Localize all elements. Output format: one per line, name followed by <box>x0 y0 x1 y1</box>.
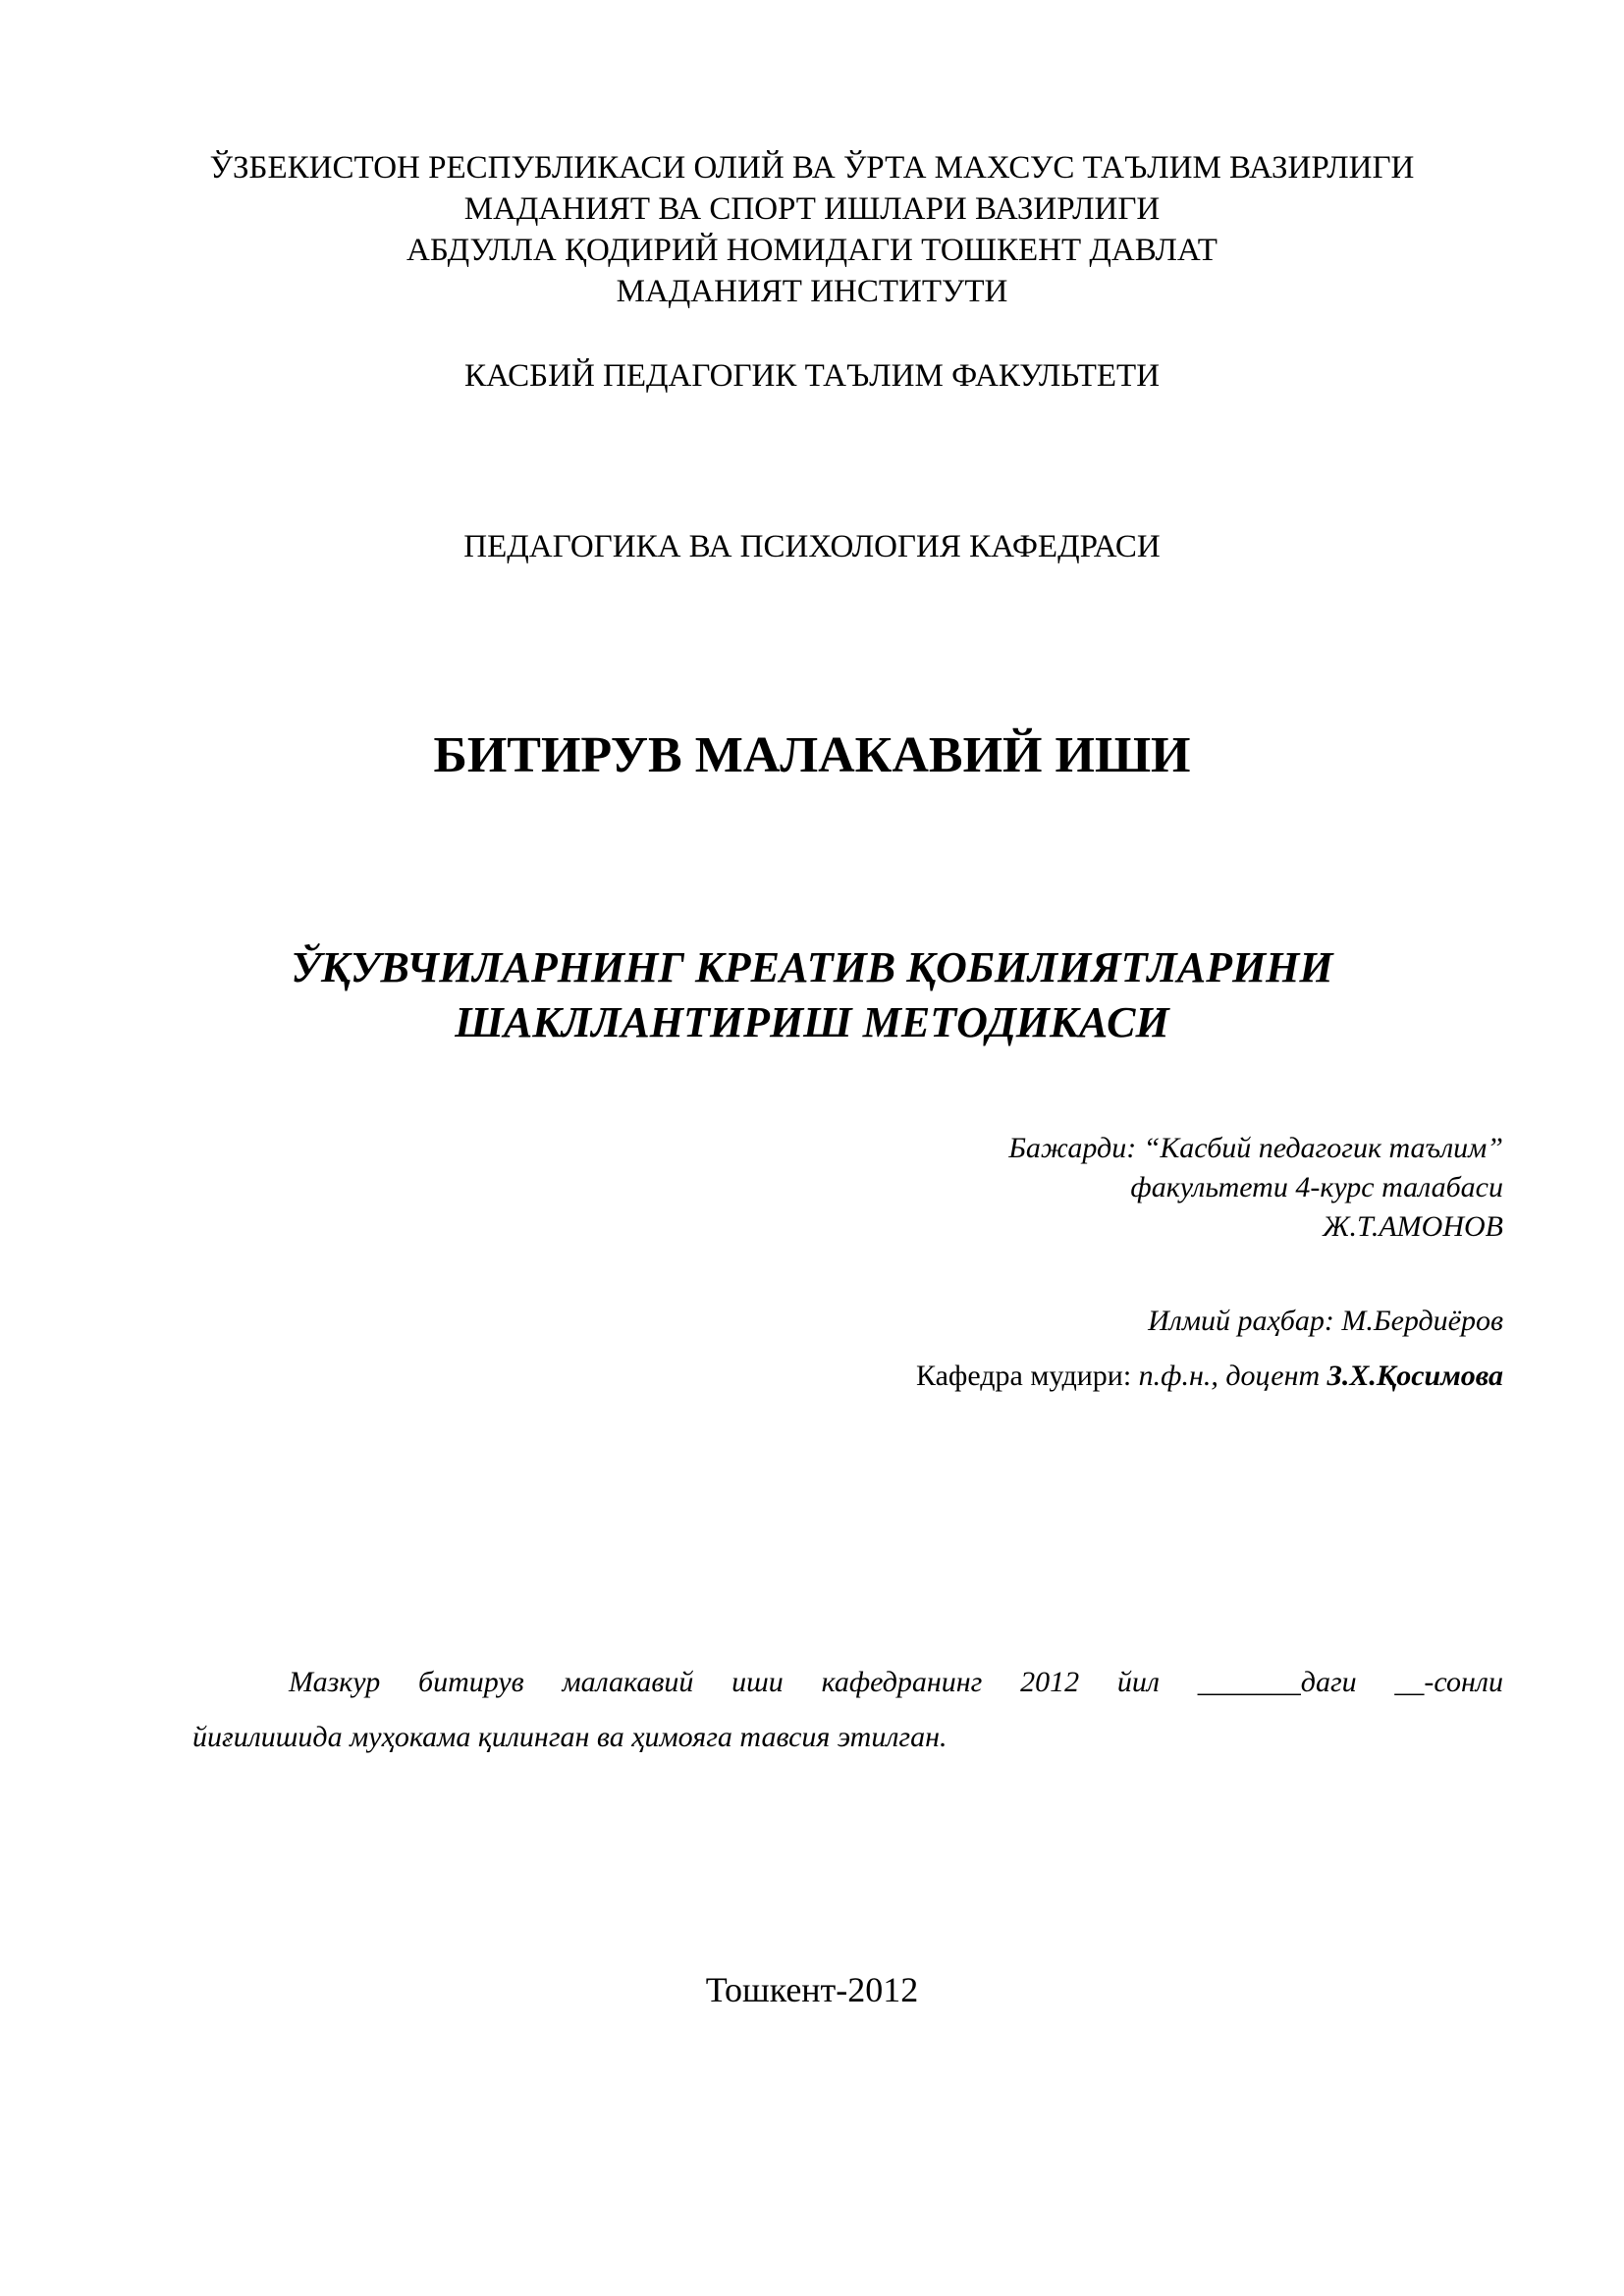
head-of-department-line <box>620 1357 1503 1396</box>
approval-line-2: йиғилишида муҳокама қилинган ва ҳимояга тавсия этилган. <box>192 1721 947 1753</box>
ministry-header <box>0 147 1624 312</box>
supervisor-line: Илмий раҳбар: М.Бердиёров <box>1148 1305 1503 1337</box>
head-of-department-title: п.ф.н., доцент <box>1138 1360 1321 1392</box>
approval-word: малакавий <box>562 1666 694 1698</box>
approval-line-1 <box>192 1655 1503 1710</box>
author-block <box>620 1129 1503 1247</box>
head-of-department-name: З.Х.Қосимова <box>1326 1360 1503 1392</box>
institute-line-1: АБДУЛЛА ҚОДИРИЙ НОМИДАГИ ТОШКЕНТ ДАВЛАТ <box>406 233 1218 268</box>
approval-word: иши <box>731 1666 784 1698</box>
approval-word: кафедранинг <box>821 1666 983 1698</box>
approval-word: йил <box>1116 1666 1160 1698</box>
thesis-title <box>0 940 1624 1050</box>
document-type-heading: БИТИРУВ МАЛАКАВИЙ ИШИ <box>433 727 1191 783</box>
approval-date-blank: _______даги <box>1197 1666 1357 1698</box>
ministry-line-1: ЎЗБЕКИСТОН РЕСПУБЛИКАСИ ОЛИЙ ВА ЎРТА МАХСУС ТАЪЛИМ ВАЗИРЛИГИ <box>209 150 1415 186</box>
faculty-name: КАСБИЙ ПЕДАГОГИК ТАЪЛИМ ФАКУЛЬТЕТИ <box>463 358 1161 394</box>
approval-note <box>192 1655 1503 1765</box>
institute-line-2: МАДАНИЯТ ИНСТИТУТИ <box>616 274 1008 309</box>
approval-word: Мазкур <box>289 1666 381 1698</box>
approval-number-blank: __-сонли <box>1394 1666 1503 1698</box>
head-of-department-label: Кафедра мудири: <box>915 1360 1132 1392</box>
approval-year: 2012 <box>1020 1666 1080 1698</box>
thesis-title-line-1: ЎҚУВЧИЛАРНИНГ КРЕАТИВ ҚОБИЛИЯТЛАРИНИ <box>291 943 1333 991</box>
department-name: ПЕДАГОГИКА ВА ПСИХОЛОГИЯ КАФЕДРАСИ <box>463 529 1161 564</box>
author-name: Ж.Т.АМОНОВ <box>1323 1210 1503 1243</box>
city-and-year: Тошкент-2012 <box>705 1970 919 2009</box>
author-line-2: факультети 4-курс талабаси <box>1130 1171 1503 1203</box>
ministry-line-2: МАДАНИЯТ ВА СПОРТ ИШЛАРИ ВАЗИРЛИГИ <box>463 191 1161 227</box>
approval-word: битирув <box>418 1666 524 1698</box>
author-line-1: Бажарди: “Касбий педагогик таълим” <box>1008 1132 1503 1164</box>
thesis-title-line-2: ШАКЛЛАНТИРИШ МЕТОДИКАСИ <box>455 998 1169 1046</box>
